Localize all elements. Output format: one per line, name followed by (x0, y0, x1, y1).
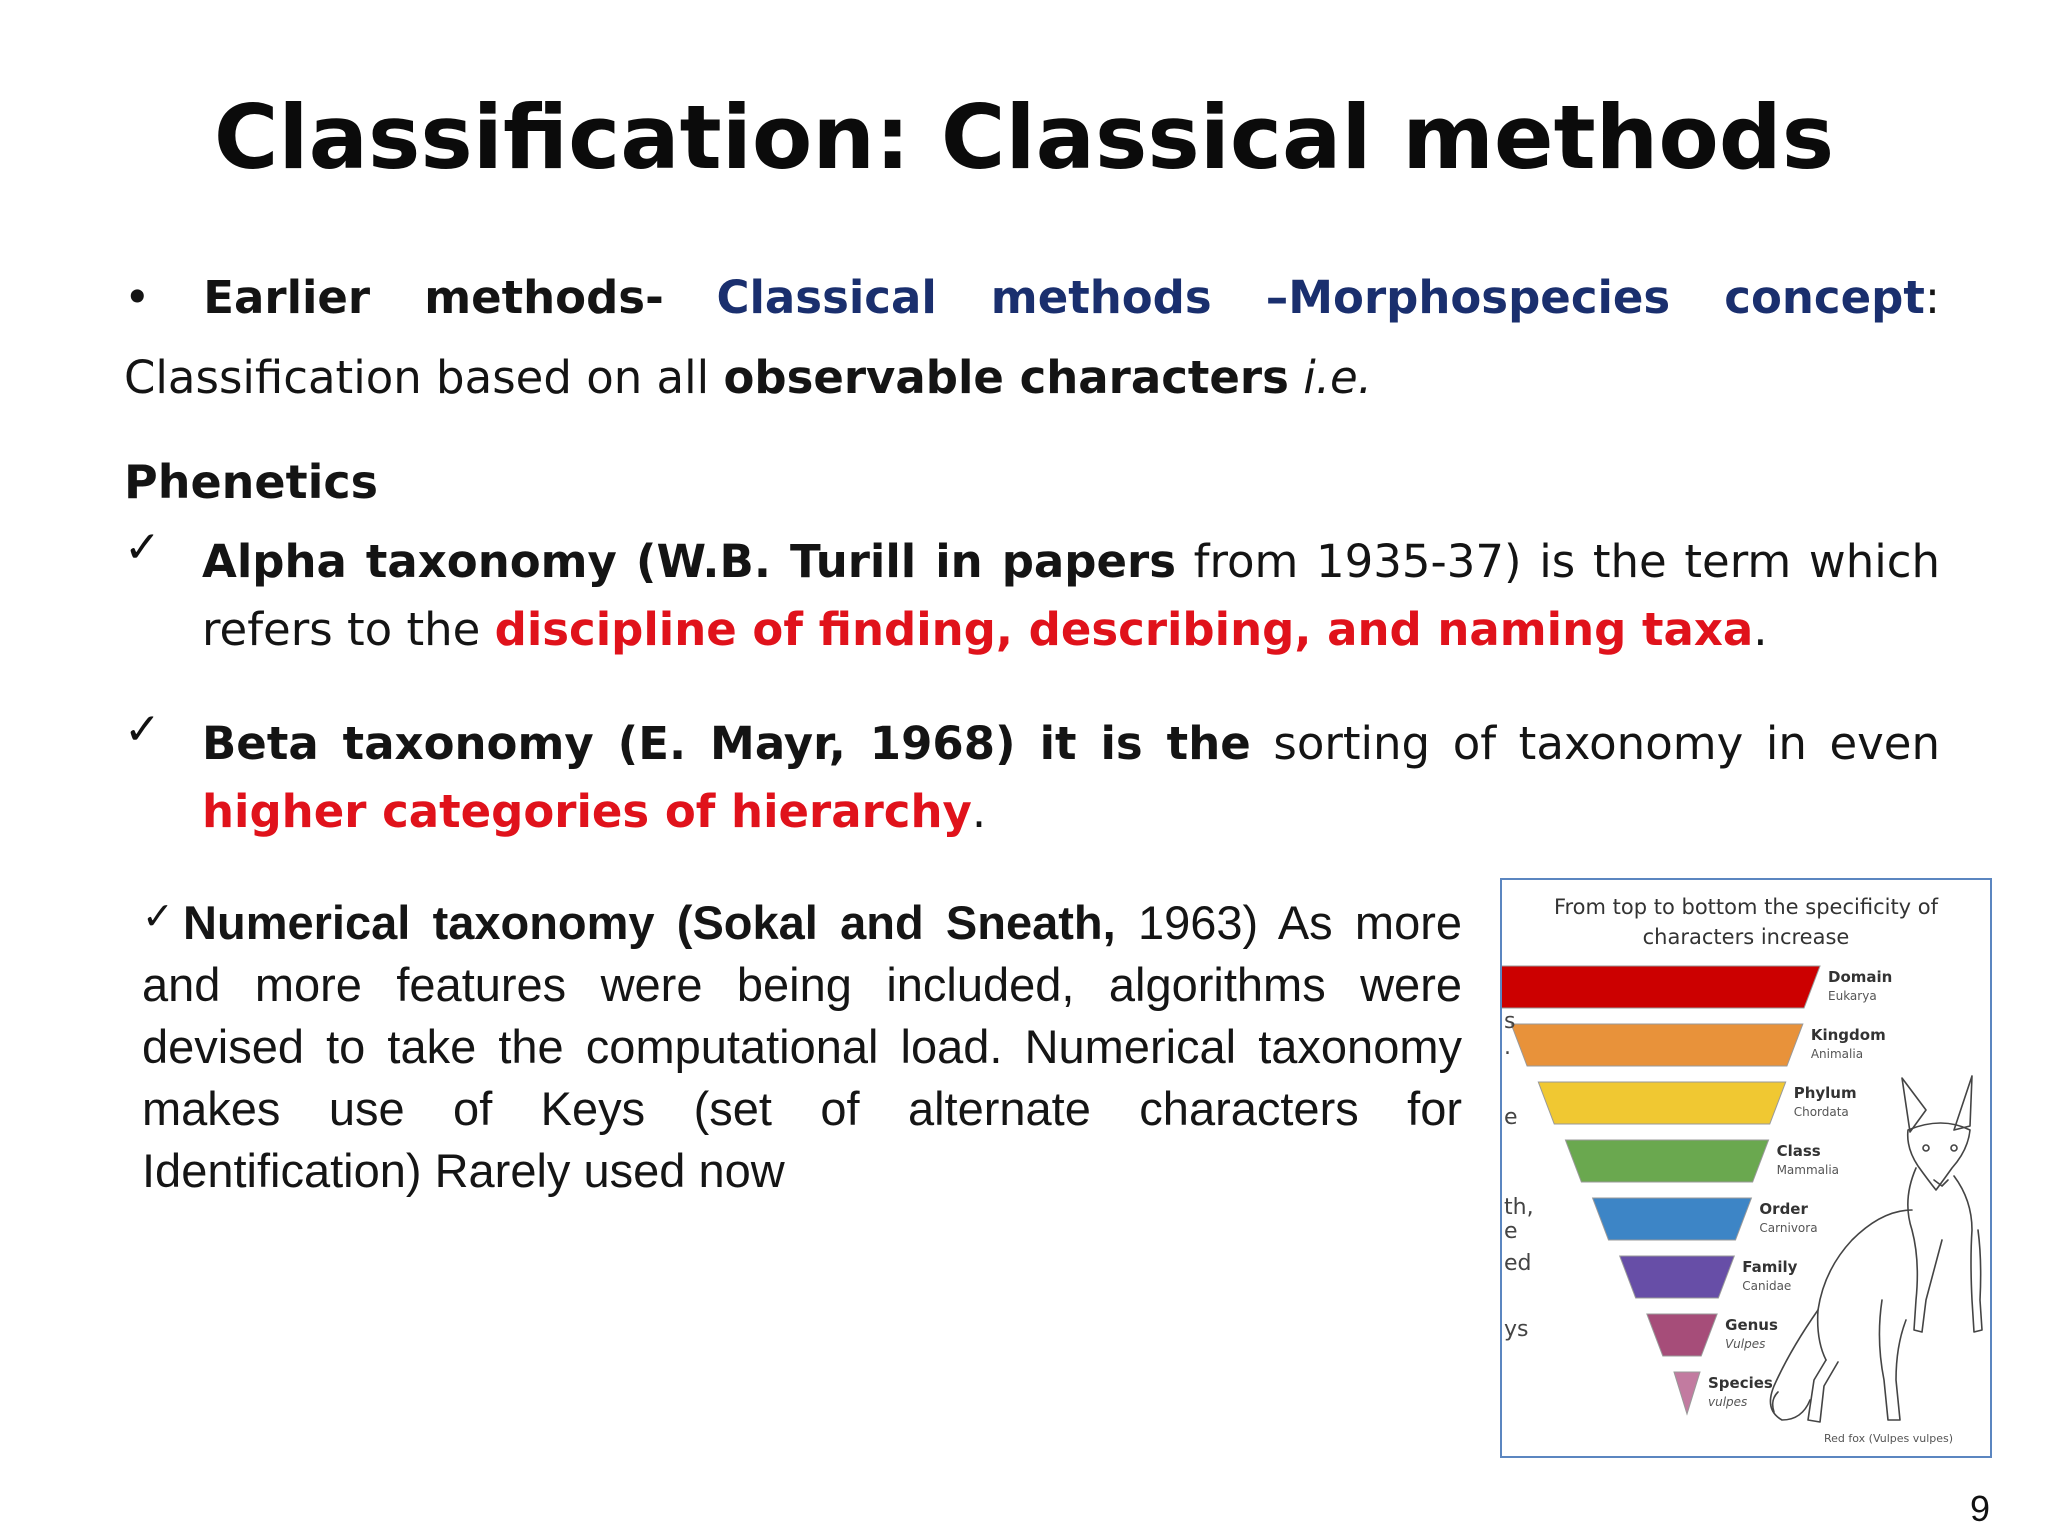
numerical-bold: Numerical taxonomy (Sokal and Sneath, (183, 896, 1116, 949)
taxon-label: Chordata (1793, 1105, 1849, 1119)
numerical-text: 1963) As more and more features were being included, algorithms were devised to take the computational load. Numerical taxonomy makes use of Keys (set of alternate characters for Identification) Rarely used now (142, 896, 1462, 1197)
pyramid-level-phylum (1538, 1082, 1785, 1124)
pyramid-level-species (1674, 1372, 1700, 1414)
fox-illustration (1770, 1076, 1982, 1422)
taxon-label: vulpes (1708, 1395, 1748, 1409)
rank-label: Family (1742, 1258, 1798, 1276)
intro-text: : Classification based on all (124, 271, 1941, 404)
intro-highlight: Classical methods –Morphospecies concept (716, 271, 1925, 324)
check-icon: ✓ (124, 704, 161, 755)
alpha-end: . (1753, 603, 1768, 656)
taxon-label: Mammalia (1776, 1163, 1840, 1177)
rank-label: Kingdom (1810, 1026, 1886, 1044)
pyramid-level-kingdom (1511, 1024, 1803, 1066)
beta-red: higher categories of hierarchy (202, 785, 972, 838)
beta-bold: Beta taxonomy (E. Mayr, 1968) it is the (202, 717, 1251, 770)
intro-paragraph (124, 258, 1940, 418)
clipped-text-fragment: e (1504, 1219, 1518, 1244)
clipped-text-fragment: . (1504, 1035, 1511, 1060)
taxonomy-hierarchy-figure (1500, 878, 1992, 1458)
rank-label: Order (1759, 1200, 1808, 1218)
taxon-label: Eukarya (1828, 989, 1877, 1003)
rank-label: Class (1776, 1142, 1821, 1160)
section-heading: Phenetics (124, 455, 379, 509)
check-icon: ✓ (124, 522, 161, 573)
alpha-red: discipline of finding, describing, and naming taxa (494, 603, 1754, 656)
numerical-taxonomy-item (142, 886, 1462, 1202)
rank-label: Phylum (1793, 1084, 1857, 1102)
clipped-text-fragment: th, (1504, 1195, 1534, 1220)
rank-label: Genus (1725, 1316, 1778, 1334)
alpha-text: from 1935-37) is the term which refers to the (202, 535, 1941, 656)
figure-caption: From top to bottom the specificity of characters increase (1553, 895, 1939, 949)
intro-bold: observable characters (723, 351, 1289, 404)
beta-text: sorting of taxonomy in even (1250, 717, 1940, 770)
alpha-bold: Alpha taxonomy (W.B. Turill in papers (202, 535, 1176, 588)
pyramid-level-order (1593, 1198, 1752, 1240)
hierarchy-diagram (1502, 880, 1990, 1456)
clipped-text-fragment: ed (1504, 1251, 1532, 1276)
taxon-label: Vulpes (1725, 1337, 1766, 1351)
bullet: • (124, 271, 151, 324)
intro-italic: i.e. (1303, 351, 1373, 404)
clipped-text-fragment: ys (1504, 1317, 1529, 1342)
animal-caption: Red fox (Vulpes vulpes) (1824, 1432, 1954, 1445)
rank-label: Domain (1828, 968, 1893, 986)
rank-label: Species (1708, 1374, 1773, 1392)
beta-end: . (971, 785, 987, 838)
page-number: 9 (1969, 1488, 1990, 1529)
pyramid-level-genus (1647, 1314, 1717, 1356)
taxon-label: Animalia (1810, 1047, 1864, 1061)
taxon-label: Canidae (1742, 1279, 1792, 1293)
check-icon: ✓ (142, 896, 184, 938)
alpha-taxonomy-item (202, 528, 1940, 664)
slide-title: Classification: Classical methods (213, 86, 1835, 189)
clipped-text-fragment: s (1504, 1009, 1516, 1034)
beta-taxonomy-item (202, 710, 1940, 846)
pyramid-level-family (1620, 1256, 1735, 1298)
pyramid-level-domain (1502, 966, 1820, 1008)
intro-label: Earlier methods- (203, 271, 664, 324)
pyramid-level-class (1565, 1140, 1768, 1182)
taxon-label: Carnivora (1759, 1221, 1818, 1235)
clipped-text-fragment: e (1504, 1105, 1518, 1130)
